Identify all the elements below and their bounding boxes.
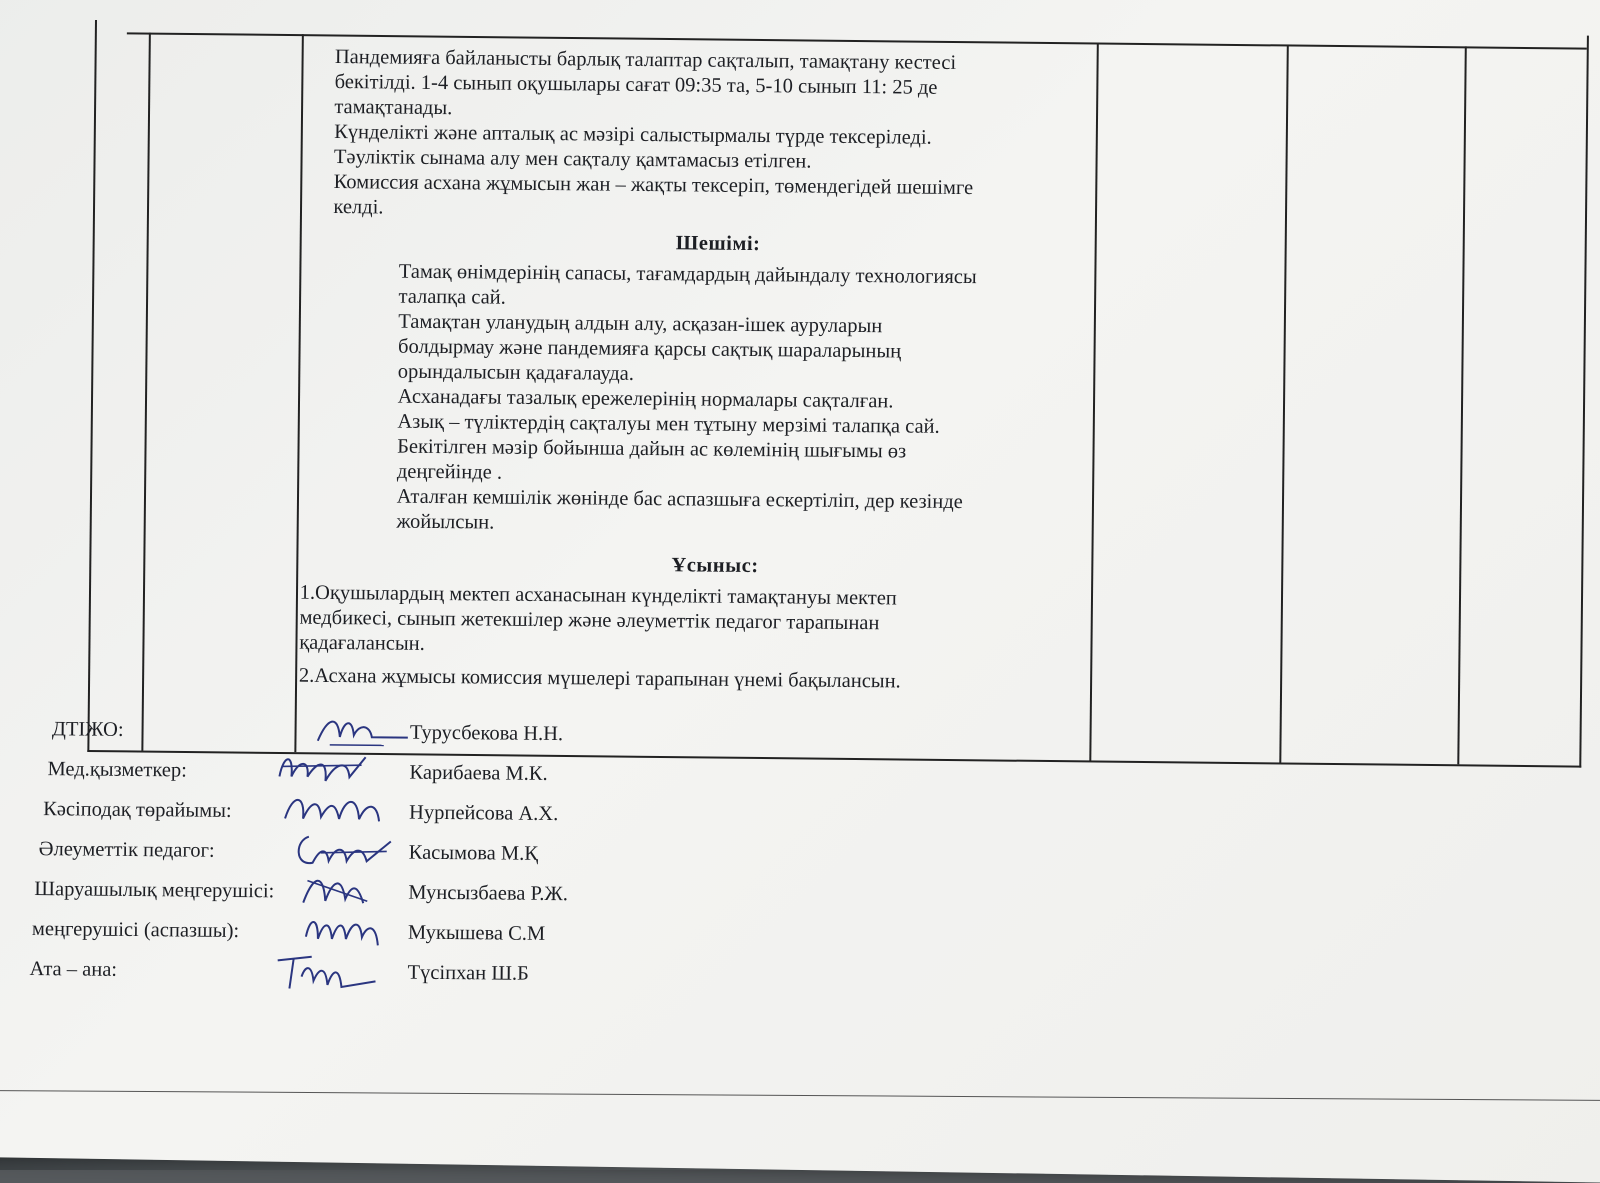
signature-role: Шаруашылық меңгерушісі: — [34, 878, 275, 903]
intro-line: Тәуліктік сынама алу мен сақталу қамтамасыз етілген. — [333, 145, 812, 173]
signature-name: Нурпейсова А.Х. — [409, 801, 559, 826]
proposal-line: 1.Оқушылардың мектеп асханасынан күнделікті тамақтануы мектеп — [299, 581, 897, 610]
decision-line: Асханадағы тазалық ережелерінің нормалары сақталған. — [397, 385, 894, 413]
signature-name: Мукышева С.М — [407, 921, 546, 945]
page-bottom-rule — [0, 1090, 1600, 1101]
signature-name: Карибаева М.К. — [409, 761, 548, 785]
decision-line: деңгейінде . — [396, 460, 503, 484]
proposal-list — [299, 581, 1100, 697]
decision-line: Тамақ өнімдерінің сапасы, тағамдардың дайындалу технологиясы — [398, 260, 977, 289]
decision-heading: Шешімі: — [675, 232, 761, 256]
decision-line: Аталған кемшілік жөнінде бас аспазшыға ескертіліп, дер кезінде — [396, 485, 963, 514]
signature-role: Кәсіподақ төрайымы: — [43, 798, 232, 822]
intro-line: бекітілді. 1-4 сынып оқушылары сағат 09:35 та, 5-10 сынып 11: 25 де — [334, 70, 938, 99]
proposal-heading: Ұсыныс: — [671, 554, 759, 578]
decision-line: жойылсын. — [396, 510, 495, 534]
proposal-line: қадағалансын. — [299, 631, 425, 655]
decision-line: Азық – түліктердің сақталуы мен тұтыну мерзімі талапқа сай. — [397, 410, 940, 438]
signature-role: Ата – ана: — [29, 958, 118, 981]
table-column-divider — [1279, 44, 1289, 762]
decision-line: талапқа сай. — [398, 285, 506, 309]
report-text — [298, 45, 1105, 696]
decision-line: Бекітілген мәзір бойынша дайын ас көлемінің шығымы өз — [397, 435, 907, 463]
decision-line: орындалысын қадағалауда. — [397, 360, 635, 385]
signature-role: Мед.қызметкер: — [47, 758, 188, 782]
handwritten-signature — [271, 946, 381, 993]
intro-line: келді. — [333, 195, 384, 219]
proposal-line: медбикесі, сынып жетекшілер және әлеуметтік педагог тарапынан — [299, 606, 880, 635]
signature-name: Мунсызбаева Р.Ж. — [408, 881, 569, 906]
signature-block — [27, 718, 730, 1005]
signature-role: меңгерушісі (аспазшы): — [31, 918, 240, 943]
signature-name: Турусбекова Н.Н. — [409, 721, 564, 746]
intro-line: тамақтанады. — [334, 95, 453, 120]
intro-line: Комиссия асхана жұмысын жан – жақты тексеріп, төмендегідей шешімге — [333, 170, 974, 200]
signature-row — [30, 718, 730, 765]
decision-line: болдырмау және пандемияға қарсы сақтық шараларының — [398, 335, 902, 363]
intro-line: Күнделікті және апталық ас мәзірі салыстырмалы түрде тексеріледі. — [334, 120, 932, 149]
signature-row — [27, 958, 727, 1005]
table-column-divider — [1457, 46, 1467, 764]
intro-line: Пандемияға байланысты барлық талаптар сақталып, тамақтану кестесі — [334, 45, 957, 74]
decision-line: Тамақтан уланудың алдын алу, асқазан-ішек ауруларын — [398, 310, 883, 338]
proposal-line: 2.Асхана жұмысы комиссия мүшелері тарапынан үнемі бақылансын. — [298, 664, 901, 693]
table-column-divider — [141, 33, 151, 751]
decision-list — [330, 259, 1103, 541]
signature-name: Касымова М.Қ — [408, 841, 539, 865]
signature-role: Әлеуметтік педагог: — [38, 838, 215, 862]
signature-role: ДТІЖО: — [51, 718, 124, 741]
signature-name: Түсіпхан Ш.Б — [407, 961, 529, 985]
